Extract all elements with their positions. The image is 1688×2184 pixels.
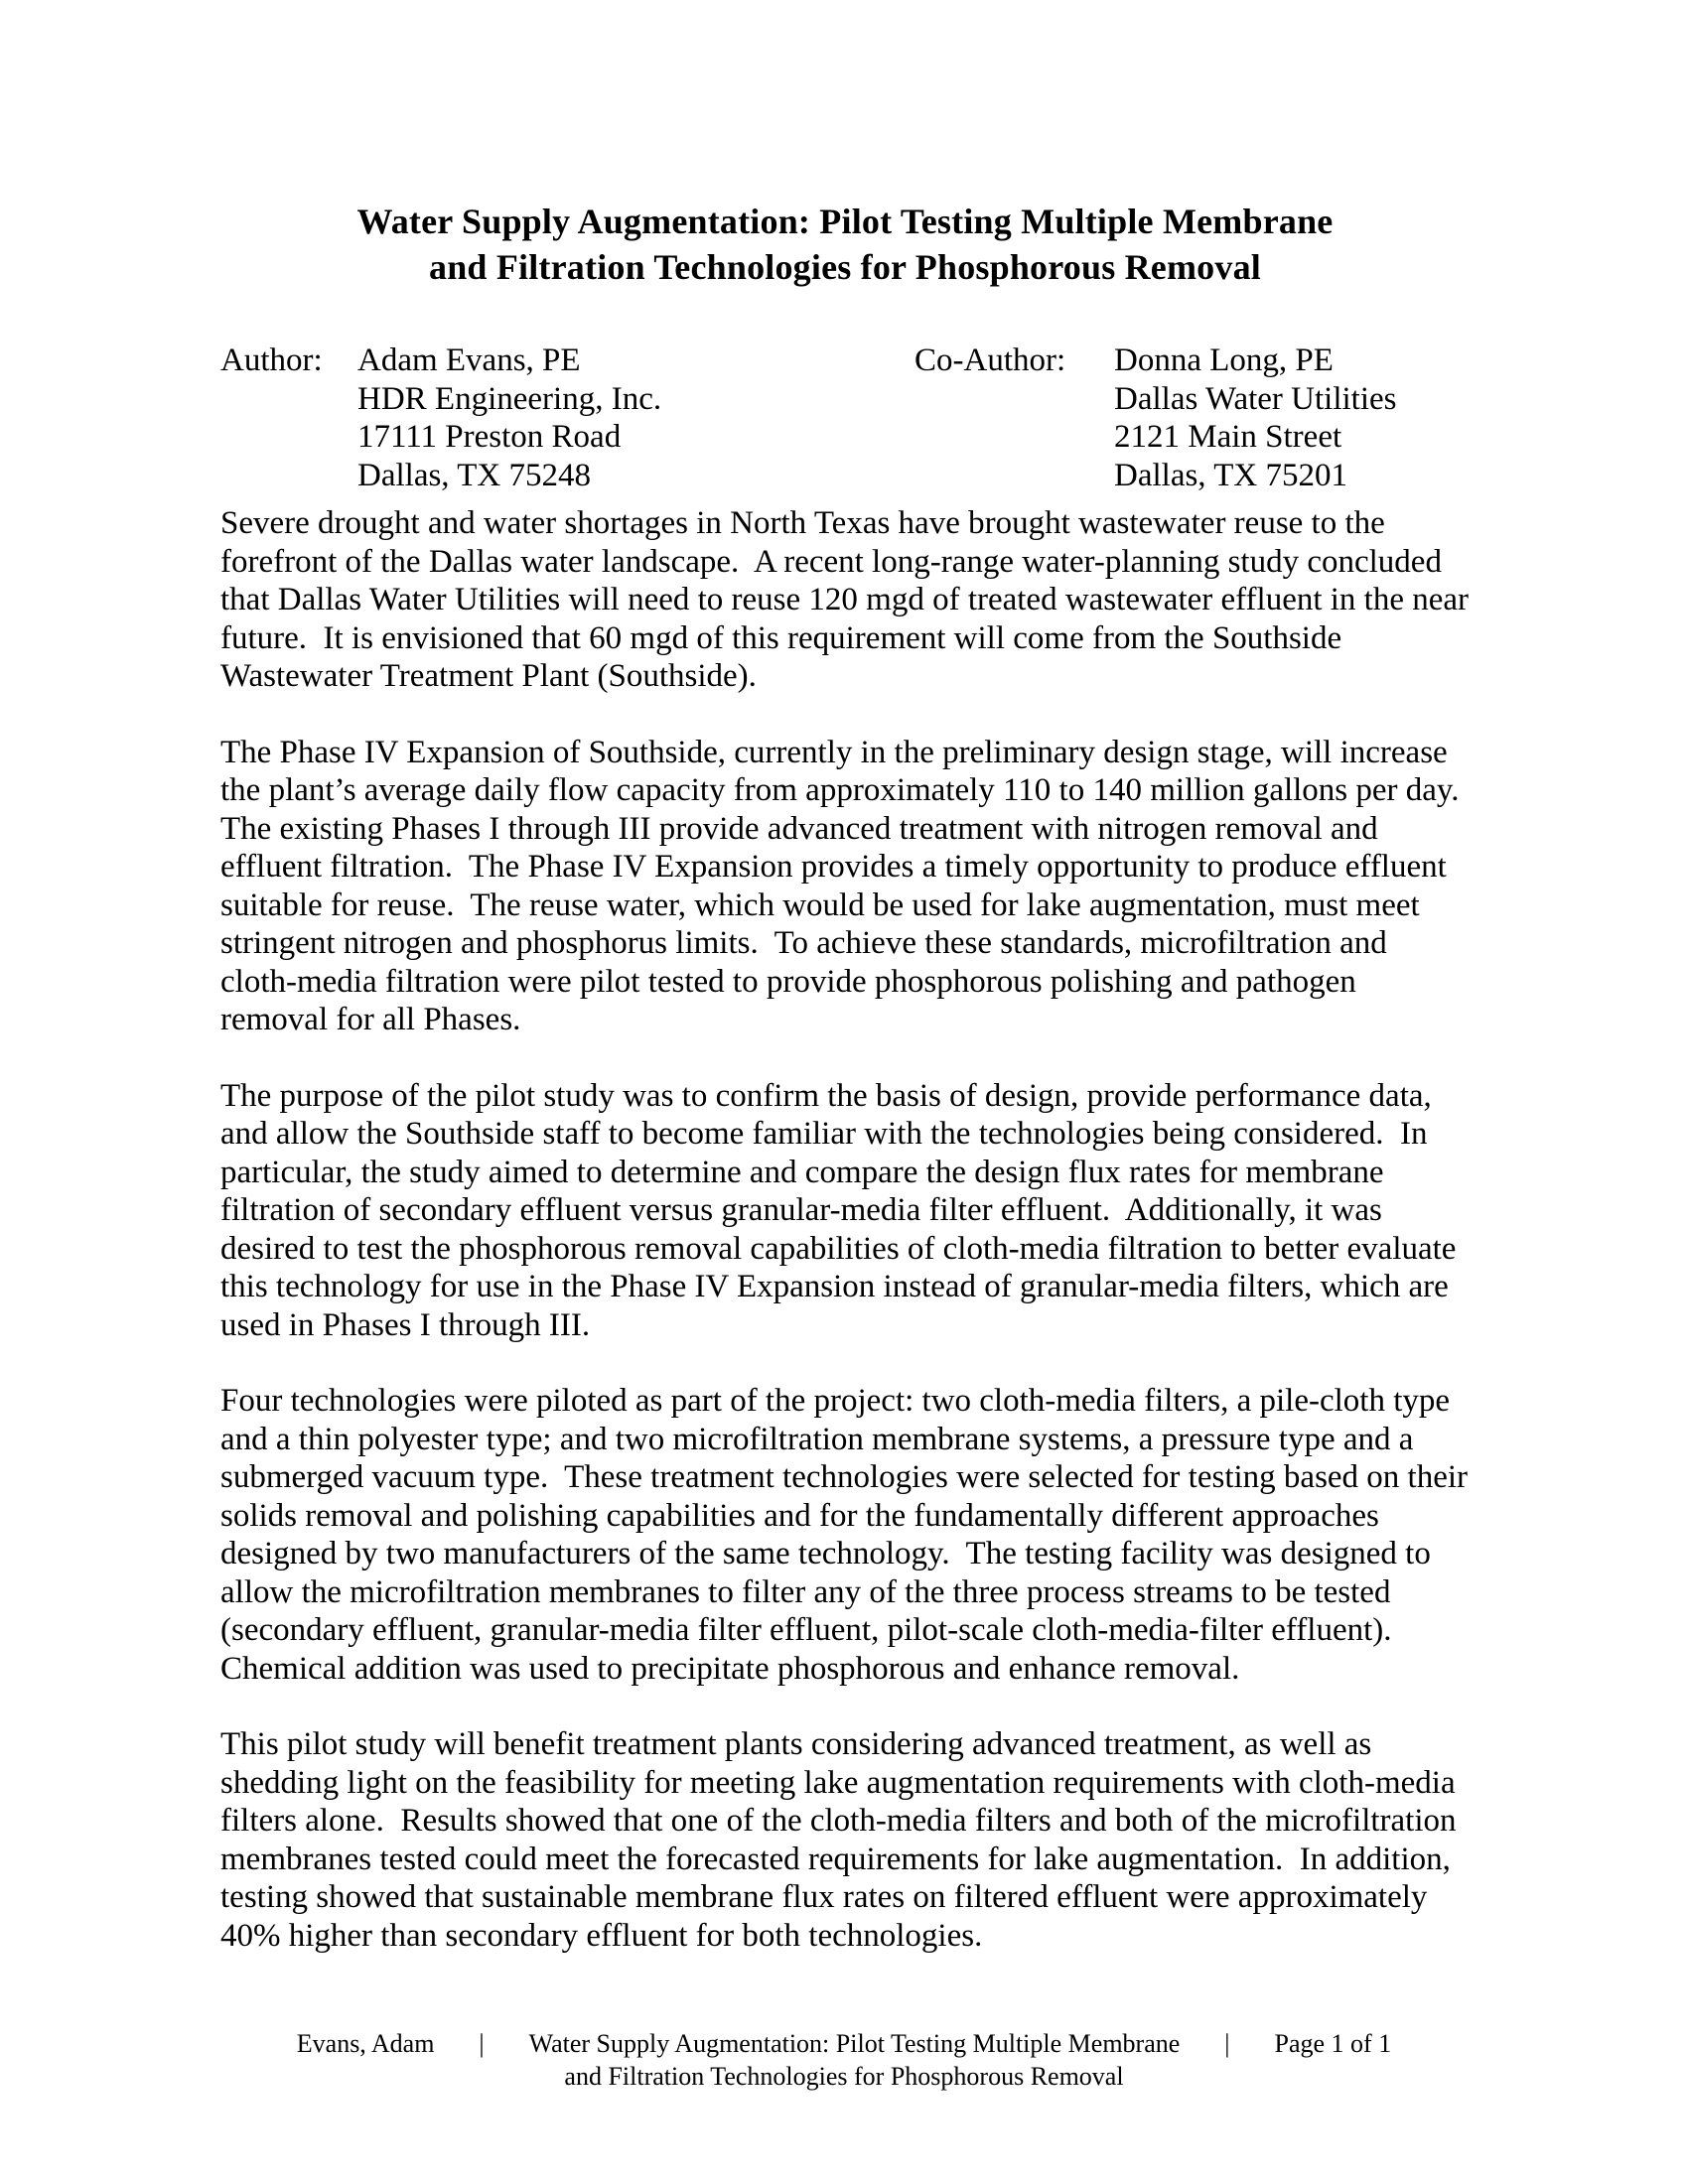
coauthor-details	[1114, 341, 1470, 494]
author-street: 17111 Preston Road	[357, 419, 622, 455]
footer-row	[0, 2027, 1688, 2060]
author-block	[220, 341, 1470, 494]
author-organization: HDR Engineering, Inc.	[357, 380, 662, 417]
abstract-body	[220, 504, 1483, 1955]
footer-title-line-2: and Filtration Technologies for Phosphorous Removal	[564, 2062, 1124, 2091]
page-footer	[0, 2027, 1688, 2093]
abstract-paragraph-2: The Phase IV Expansion of Southside, currently in the preliminary design stage, will increase the plant’s average daily flow capacity from approximately 110 to 140 million gallons per day. The existing Phases I through III provide advanced treatment with nitrogen removal and effluent filtration. The Phase IV Expansion provides a timely opportunity to produce effluent suitable for reuse. The reuse water, which would be used for lake augmentation, must meet stringent nitrogen and phosphorus limits. To achieve these standards, microfiltration and cloth-media filtration were pilot tested to provide phosphorous polishing and pathogen removal for all Phases.	[220, 734, 1483, 1037]
coauthor-city: Dallas, TX 75201	[1114, 457, 1347, 493]
footer-author: Evans, Adam	[296, 2029, 435, 2058]
author-label: Author:	[220, 342, 323, 378]
page-title-line-2: and Filtration Technologies for Phosphorous Removal	[429, 247, 1261, 287]
page-title	[220, 199, 1470, 290]
coauthor-organization: Dallas Water Utilities	[1114, 380, 1397, 417]
author-city: Dallas, TX 75248	[357, 457, 591, 493]
abstract-paragraph-5: This pilot study will benefit treatment plants considering advanced treatment, as well as shedding light on the feasibility for meeting lake augmentation requirements with cloth-media filters alone. Results showed that one of the cloth-media filters and both of the microfiltration membranes tested could meet the forecasted requirements for lake augmentation. In addition, testing showed that sustainable membrane flux rates on filtered effluent were approximately 40% higher than secondary effluent for both technologies.	[220, 1726, 1465, 1954]
author-name: Adam Evans, PE	[357, 342, 581, 378]
footer-title-line-1: Water Supply Augmentation: Pilot Testing Multiple Membrane	[528, 2029, 1181, 2058]
abstract-paragraph-4: Four technologies were piloted as part of the project: two cloth-media filters, a pile-cloth type and a thin polyester type; and two microfiltration membrane systems, a pressure type and a submerged vacuum type. These treatment technologies were selected for testing based on their solids removal and polishing capabilities and for the fundamentally different approaches designed by two manufacturers of the same technology. The testing facility was designed to allow the microfiltration membranes to filter any of the three process streams to be tested (secondary effluent, granular-media filter effluent, pilot-scale cloth-media-filter effluent). Chemical addition was used to precipitate phosphorous and enhance removal.	[220, 1383, 1477, 1687]
abstract-paragraph-3: The purpose of the pilot study was to confirm the basis of design, provide performance data, and allow the Southside staff to become familiar with the technologies being considered. In particular, the study aimed to determine and compare the design flux rates for membrane filtration of secondary effluent versus granular-media filter effluent. Additionally, it was desired to test the phosphorous removal capabilities of cloth-media filtration to better evaluate this technology for use in the Phase IV Expansion instead of granular-media filters, which are used in Phases I through III.	[220, 1077, 1465, 1343]
coauthor-label: Co-Author:	[914, 342, 1066, 378]
abstract-paragraph-1: Severe drought and water shortages in North Texas have brought wastewater reuse to the forefront of the Dallas water landscape. A recent long-range water-planning study concluded that Dallas Water Utilities will need to reuse 120 mgd of treated wastewater effluent in the near future. It is envisioned that 60 mgd of this requirement will come from the Southside Wastewater Treatment Plant (Southside).	[220, 505, 1477, 694]
coauthor-name: Donna Long, PE	[1114, 342, 1334, 378]
author-details	[357, 341, 914, 494]
footer-separator: |	[479, 2029, 485, 2058]
page-title-line-1: Water Supply Augmentation: Pilot Testing Multiple Membrane	[356, 202, 1334, 241]
footer-page-number: Page 1 of 1	[1274, 2029, 1392, 2058]
coauthor-street: 2121 Main Street	[1114, 419, 1342, 455]
footer-separator: |	[1224, 2029, 1230, 2058]
